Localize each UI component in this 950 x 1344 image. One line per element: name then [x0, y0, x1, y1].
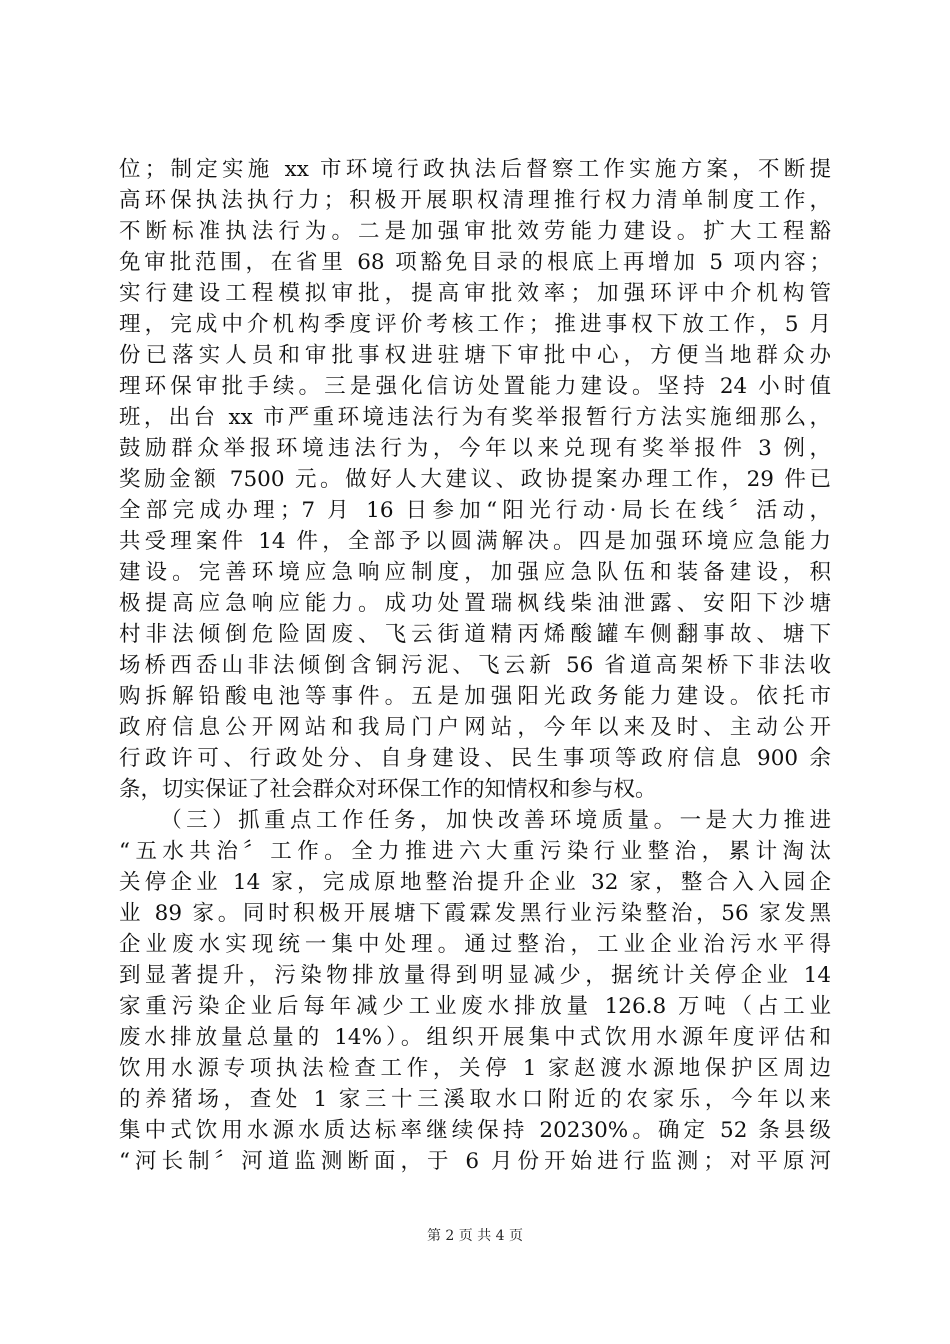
- text-line: 实行建设工程模拟审批，提高审批效率；加强环评中介机构管: [119, 281, 831, 306]
- text-line: 高环保执法执行力；积极开展职权清理推行权力清单制度工作，: [119, 188, 831, 213]
- text-line: 企业废水实现统一集中处理。通过整治，工业企业治污水平得: [119, 932, 831, 957]
- text-line: 业 89 家。同时积极开展塘下霞霖发黑行业污染整治，56 家发黑: [119, 901, 831, 926]
- text-line: 集中式饮用水源水质达标率继续保持 20230%。确定 52 条县级: [119, 1118, 831, 1143]
- text-line: “五水共治〞工作。全力推进六大重污染行业整治，累计淘汰: [119, 839, 831, 864]
- text-line: 份已落实人员和审批事权进驻塘下审批中心，方便当地群众办: [119, 343, 831, 368]
- text-line: 建设。完善环境应急响应制度，加强应急队伍和装备建设，积: [119, 560, 831, 585]
- text-line: 奖励金额 7500 元。做好人大建议、政协提案办理工作，29 件已: [119, 467, 831, 492]
- text-line: 班，出台 xx 市严重环境违法行为有奖举报暂行方法实施细那么，: [119, 405, 831, 430]
- text-line: 村非法倾倒危险固废、飞云街道精丙烯酸罐车侧翻事故、塘下: [119, 622, 831, 647]
- text-line: 条，切实保证了社会群众对环保工作的知情权和参与权。: [119, 777, 657, 802]
- text-line: 的养猪场，查处 1 家三十三溪取水口附近的农家乐，今年以来: [119, 1087, 831, 1112]
- text-line: 政府信息公开网站和我局门户网站，今年以来及时、主动公开: [119, 715, 831, 740]
- text-line: 到显著提升，污染物排放量得到明显减少，据统计关停企业 14: [119, 963, 831, 988]
- text-line: 理环保审批手续。三是强化信访处置能力建设。坚持 24 小时值: [119, 374, 831, 399]
- text-line: 全部完成办理；7 月 16 日参加“阳光行动·局长在线〞活动，: [119, 498, 831, 523]
- text-line: 饮用水源专项执法检查工作，关停 1 家赵渡水源地保护区周边: [119, 1056, 831, 1081]
- text-line: 极提高应急响应能力。成功处置瑞枫线柴油泄露、安阳下沙塘: [119, 591, 831, 616]
- body-text: [119, 154, 831, 1177]
- text-line: 关停企业 14 家，完成原地整治提升企业 32 家，整合入入园企: [119, 870, 831, 895]
- text-line: 免审批范围，在省里 68 项豁免目录的根底上再增加 5 项内容；: [119, 250, 831, 275]
- text-line: 共受理案件 14 件，全部予以圆满解决。四是加强环境应急能力: [119, 529, 831, 554]
- page-number-footer: 第 2 页 共 4 页: [426, 1228, 524, 1244]
- text-line: 场桥西岙山非法倾倒含铜污泥、飞云新 56 省道高架桥下非法收: [119, 653, 831, 678]
- text-line: 鼓励群众举报环境违法行为，今年以来兑现有奖举报件 3 例，: [119, 436, 831, 461]
- text-line: 购拆解铅酸电池等事件。五是加强阳光政务能力建设。依托市: [119, 684, 831, 709]
- text-line: 废水排放量总量的 14%）。组织开展集中式饮用水源年度评估和: [119, 1025, 831, 1050]
- text-line: “河长制〞河道监测断面，于 6 月份开始进行监测；对平原河: [119, 1149, 831, 1174]
- text-line: （三）抓重点工作任务，加快改善环境质量。一是大力推进: [119, 808, 831, 833]
- text-line: 行政许可、行政处分、自身建设、民生事项等政府信息 900 余: [119, 746, 831, 771]
- text-line: 理，完成中介机构季度评价考核工作；推进事权下放工作，5 月: [119, 312, 831, 337]
- text-line: 不断标准执法行为。二是加强审批效劳能力建设。扩大工程豁: [119, 219, 831, 244]
- text-line: 位；制定实施 xx 市环境行政执法后督察工作实施方案，不断提: [119, 157, 831, 182]
- text-line: 家重污染企业后每年减少工业废水排放量 126.8 万吨（占工业: [119, 994, 831, 1019]
